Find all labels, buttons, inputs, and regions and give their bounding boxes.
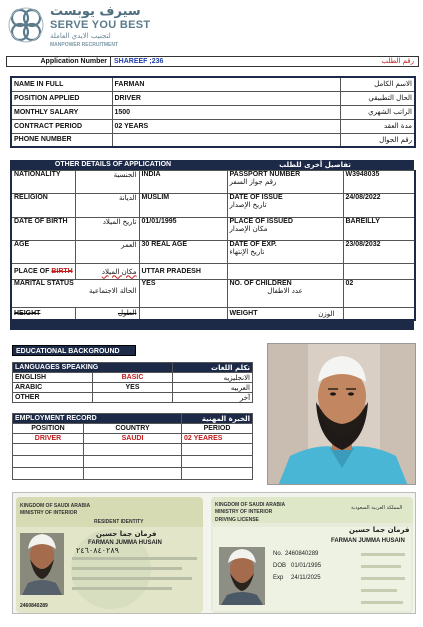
basic-info-table	[10, 76, 416, 148]
language-name: OTHER	[13, 393, 93, 403]
application-number-arabic-label: رقم الطلب	[381, 57, 414, 65]
religion-arabic: الديانة	[75, 194, 139, 218]
age-arabic: العمر	[75, 241, 139, 264]
card1-type: RESIDENT IDENTITY	[94, 519, 144, 525]
field-label: NAME IN FULL	[11, 77, 112, 91]
table-row	[11, 171, 415, 194]
height-arabic: الطول	[75, 308, 139, 320]
table-row	[13, 468, 253, 480]
card2-dob: 01/01/1995	[291, 563, 322, 569]
language-arabic: آخر	[173, 393, 253, 403]
driving-license-card	[211, 497, 413, 613]
card2-type: DRIVING LICENSE	[215, 517, 259, 523]
card2-kingdom-arabic: المملكة العربية السعودية	[351, 505, 403, 511]
nationality-arabic: الجنسية	[75, 171, 139, 194]
table-row	[11, 105, 415, 119]
marital-label: MARITAL STATUS	[14, 280, 74, 287]
languages-table	[12, 362, 253, 403]
marital-value: YES	[139, 280, 227, 308]
position-value: DRIVER	[112, 91, 340, 105]
applicant-photo-image	[268, 344, 416, 485]
marital-label-cell	[11, 280, 139, 308]
other-details-header	[10, 160, 414, 170]
expiry-arabic: تاريخ الإنتهاء	[229, 248, 265, 256]
language-name: ARABIC	[13, 383, 93, 393]
table-row	[13, 434, 253, 444]
nationality-value: INDIA	[139, 171, 227, 194]
field-arabic-label: الاسم الكامل	[340, 77, 415, 91]
company-logo	[6, 4, 176, 52]
religion-label: RELIGION	[11, 194, 75, 218]
card2-dob-label: DOB	[273, 563, 287, 569]
weight-arabic: الوزن	[318, 309, 335, 318]
issue-date-label: DATE OF ISSUE	[229, 194, 283, 201]
card1-ministry: MINISTRY OF INTERIOR	[20, 510, 78, 516]
passport-value: W3948035	[343, 171, 415, 194]
table-row	[11, 194, 415, 218]
other-details-table	[10, 170, 416, 321]
resident-id-card	[16, 497, 203, 613]
card2-exp: 24/11/2025	[291, 575, 321, 581]
employment-country	[84, 468, 182, 480]
field-arabic-label: مدة العقد	[340, 119, 415, 133]
field-label: PHONE NUMBER	[11, 133, 112, 147]
employment-period: 02 YEARES	[182, 434, 253, 444]
table-row	[13, 373, 253, 383]
passport-arabic: رقم جواز السفر	[229, 178, 277, 186]
application-number-bar	[6, 56, 419, 67]
issue-date-label-cell	[227, 194, 343, 218]
table-row	[11, 280, 415, 308]
card1-name-arabic: فرمان جما حسين	[96, 530, 157, 538]
employment-arabic-header: الخبرة المهنية	[182, 414, 253, 424]
table-row	[13, 424, 253, 434]
employment-position	[13, 468, 84, 480]
employment-position: DRIVER	[13, 434, 84, 444]
dob-arabic: تاريخ الميلاد	[75, 218, 139, 241]
resident-id-card-image	[16, 497, 203, 613]
expiry-value: 23/08/2032	[343, 241, 415, 264]
logo-arabic-tagline: لتجنيب الايدي العاملة	[50, 32, 111, 40]
column-header: PERIOD	[182, 424, 253, 434]
field-arabic-label: الحال التطبيقي	[340, 91, 415, 105]
employment-country: SAUDI	[84, 434, 182, 444]
education-header: EDUCATIONAL BACKGROUND	[12, 345, 136, 356]
table-row	[11, 264, 415, 280]
children-label-cell	[227, 280, 343, 308]
table-row	[13, 444, 253, 456]
other-details-arabic-title: تفاصيل أخرى للطلب	[279, 161, 351, 169]
column-header: COUNTRY	[84, 424, 182, 434]
employment-table	[12, 413, 253, 480]
employment-country	[84, 444, 182, 456]
place-issued-value: BAREILLY	[343, 218, 415, 241]
dob-label: DATE OF BIRTH	[11, 218, 75, 241]
height-value	[139, 308, 227, 320]
dob-value: 01/01/1995	[139, 218, 227, 241]
table-row	[11, 308, 415, 320]
table-row	[11, 119, 415, 133]
field-label: MONTHLY SALARY	[11, 105, 112, 119]
field-arabic-label: رقم الجوال	[340, 133, 415, 147]
other-details-title: OTHER DETAILS OF APPLICATION	[54, 161, 172, 168]
other-details-footer-bar	[10, 321, 414, 330]
field-label: POSITION APPLIED	[11, 91, 112, 105]
place-issued-label: PLACE OF ISSUED	[229, 218, 293, 225]
pob-value: UTTAR PRADESH	[139, 264, 227, 280]
passport-label: PASSPORT NUMBER	[229, 171, 301, 178]
place-issued-label-cell	[227, 218, 343, 241]
table-row	[11, 91, 415, 105]
card2-name: FARMAN JUMMA HUSAIN	[331, 538, 405, 544]
field-arabic-label: الراتب الشهري	[340, 105, 415, 119]
field-label: CONTRACT PERIOD	[11, 119, 112, 133]
expiry-label: DATE OF EXP.	[229, 241, 277, 248]
height-label: HEIGHT	[11, 308, 75, 320]
card2-ministry: MINISTRY OF INTERIOR	[215, 509, 273, 515]
table-row	[13, 383, 253, 393]
table-row	[13, 456, 253, 468]
children-value: 02	[343, 280, 415, 308]
driving-license-card-image	[211, 497, 413, 613]
card1-kingdom: KINGDOM OF SAUDI ARABIA	[20, 503, 91, 509]
logo-subtitle: MANPOWER RECRUITMENT	[50, 42, 119, 48]
languages-header: LANGUAGES SPEAKING	[13, 363, 173, 373]
card2-name-arabic: فرمان جما حسين	[349, 526, 410, 534]
column-header: POSITION	[13, 424, 84, 434]
age-label: AGE	[11, 241, 75, 264]
nationality-label: NATIONALITY	[11, 171, 75, 194]
card2-exp-label: Exp	[273, 575, 284, 581]
card2-kingdom: KINGDOM OF SAUDI ARABIA	[215, 502, 286, 508]
marital-arabic: الحالة الاجتماعية	[89, 287, 137, 295]
card2-no-label: No.	[273, 551, 283, 557]
table-row	[11, 218, 415, 241]
application-number-label: Application Number	[7, 57, 111, 66]
issue-date-arabic: تاريخ الإصدار	[229, 201, 267, 209]
age-value: 30 REAL AGE	[139, 241, 227, 264]
employment-period	[182, 468, 253, 480]
name-value: FARMAN	[112, 77, 340, 91]
table-row	[13, 363, 253, 373]
empty-cell	[227, 264, 343, 280]
card1-name: FARMAN JUMMA HUSAIN	[88, 540, 162, 546]
languages-arabic-header: تكلم اللغات	[173, 363, 253, 373]
language-arabic: الانجليزيه	[173, 373, 253, 383]
expiry-label-cell	[227, 241, 343, 264]
knot-logo-icon	[6, 4, 46, 48]
empty-cell	[343, 264, 415, 280]
pob-label: PLACE OF BIRTH	[11, 264, 75, 280]
religion-value: MUSLIM	[139, 194, 227, 218]
language-level: YES	[93, 383, 173, 393]
card1-number-arabic: ٢٤٦٠٨٤٠٢٨٩	[76, 546, 119, 555]
table-row	[13, 414, 253, 424]
employment-header: EMPLOYMENT RECORD	[13, 414, 182, 424]
salary-value: 1500	[112, 105, 340, 119]
table-row	[11, 133, 415, 147]
pob-arabic: مكان الميلاد	[75, 264, 139, 280]
employment-country	[84, 456, 182, 468]
children-arabic: عدد الاطفال	[267, 287, 303, 295]
card2-number: 2460840289	[285, 551, 319, 557]
employment-period	[182, 444, 253, 456]
passport-label-cell	[227, 171, 343, 194]
place-issued-arabic: مكان الإصدار	[229, 225, 268, 233]
table-row	[11, 77, 415, 91]
children-label: NO. OF CHILDREN	[229, 280, 292, 287]
contract-value: 02 YEARS	[112, 119, 340, 133]
language-level	[93, 393, 173, 403]
table-row	[13, 393, 253, 403]
weight-label-cell	[227, 308, 343, 320]
language-arabic: العربيه	[173, 383, 253, 393]
logo-arabic-name: سيرف يوبست	[50, 4, 141, 19]
issue-date-value: 24/08/2022	[343, 194, 415, 218]
employment-period	[182, 456, 253, 468]
table-row	[11, 241, 415, 264]
weight-label: WEIGHT	[229, 309, 258, 317]
logo-english-name: SERVE YOU BEST	[50, 19, 151, 31]
language-name: ENGLISH	[13, 373, 93, 383]
employment-position	[13, 444, 84, 456]
application-number-value: SHAREEF ;236	[114, 58, 164, 65]
phone-value	[112, 133, 340, 147]
language-level: BASIC	[93, 373, 173, 383]
card1-number: 2460840289	[20, 603, 48, 609]
employment-position	[13, 456, 84, 468]
weight-value	[343, 308, 415, 320]
applicant-photo	[267, 343, 416, 485]
